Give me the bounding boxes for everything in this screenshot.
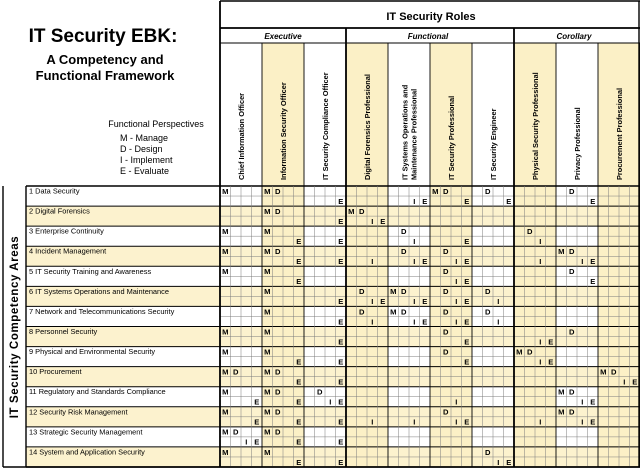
competency-mark: D	[527, 226, 533, 236]
competency-mark: E	[296, 257, 302, 267]
competency-mark: M	[222, 407, 229, 417]
competency-mark: E	[254, 417, 260, 427]
competency-mark: I	[539, 357, 542, 367]
competency-mark: I	[581, 397, 584, 407]
competency-mark: D	[275, 247, 281, 257]
competency-mark: E	[338, 216, 344, 226]
competency-mark: I	[497, 457, 500, 467]
competency-mark: D	[359, 206, 365, 216]
competency-mark: D	[401, 226, 407, 236]
competency-mark: E	[296, 377, 302, 387]
legend-title: Functional Perspectives	[108, 119, 204, 129]
competency-mark: E	[296, 357, 302, 367]
competency-mark: M	[264, 307, 271, 317]
competency-mark: D	[443, 407, 449, 417]
competency-mark: I	[371, 257, 374, 267]
competency-mark: E	[422, 317, 428, 327]
area-label: 11 Regulatory and Standards Compliance	[29, 387, 166, 397]
competency-mark: E	[590, 397, 596, 407]
competency-mark: D	[443, 267, 449, 277]
competency-mark: M	[432, 186, 439, 196]
competency-mark: D	[569, 247, 575, 257]
competency-mark: I	[539, 257, 542, 267]
competency-mark: M	[516, 347, 523, 357]
competency-mark: I	[413, 237, 416, 247]
competency-mark: M	[222, 186, 229, 196]
competency-mark: E	[422, 297, 428, 307]
competency-mark: D	[443, 307, 449, 317]
area-label: 12 Security Risk Management	[29, 407, 128, 417]
competency-mark: M	[558, 387, 565, 397]
competency-mark: D	[485, 307, 491, 317]
competency-mark: M	[264, 267, 271, 277]
competency-mark: D	[233, 367, 239, 377]
competency-mark: E	[380, 216, 386, 226]
competency-mark: M	[558, 407, 565, 417]
competency-mark: M	[264, 367, 271, 377]
competency-mark: D	[569, 186, 575, 196]
competency-mark: E	[338, 397, 344, 407]
group-executive: Executive	[264, 32, 302, 41]
role-label: Procurement Professional	[615, 87, 624, 180]
competency-mark: E	[464, 237, 470, 247]
competency-mark: M	[264, 226, 271, 236]
competency-mark: E	[338, 457, 344, 467]
legend-design: D - Design	[120, 144, 163, 154]
competency-mark: I	[245, 437, 248, 447]
competency-mark: M	[222, 387, 229, 397]
competency-mark: D	[485, 287, 491, 297]
competency-mark: E	[422, 196, 428, 206]
competency-mark: E	[338, 317, 344, 327]
role-label: Privacy Professional	[573, 107, 582, 180]
competency-mark: E	[464, 317, 470, 327]
competency-mark: M	[600, 367, 607, 377]
competency-mark: I	[455, 257, 458, 267]
competency-mark: E	[338, 257, 344, 267]
competency-mark: E	[338, 377, 344, 387]
area-label: 5 IT Security Training and Awareness	[29, 266, 152, 276]
competency-mark: E	[464, 297, 470, 307]
competency-mark: D	[485, 447, 491, 457]
competency-mark: D	[611, 367, 617, 377]
area-label: 9 Physical and Environmental Security	[29, 347, 156, 357]
competency-mark: D	[443, 327, 449, 337]
competency-mark: I	[413, 317, 416, 327]
competency-mark: I	[413, 417, 416, 427]
competency-mark: D	[443, 247, 449, 257]
competency-mark: E	[338, 297, 344, 307]
role-label: IT Security Engineer	[489, 108, 498, 180]
competency-mark: M	[264, 387, 271, 397]
competency-mark: M	[264, 327, 271, 337]
competency-mark: I	[581, 417, 584, 427]
competency-mark: E	[506, 196, 512, 206]
role-label: Chief Information Officer	[237, 92, 246, 180]
competency-mark: E	[296, 437, 302, 447]
competency-mark: E	[296, 457, 302, 467]
competency-mark: I	[413, 257, 416, 267]
competency-mark: I	[371, 297, 374, 307]
role-label: Physical Security Professional	[531, 72, 540, 180]
competency-mark: M	[264, 287, 271, 297]
competency-mark: M	[222, 247, 229, 257]
role-label: IT Security Professional	[447, 95, 456, 180]
competency-mark: D	[443, 347, 449, 357]
competency-mark: I	[455, 417, 458, 427]
competency-mark: E	[548, 357, 554, 367]
competency-mark: E	[254, 397, 260, 407]
competency-mark: D	[569, 387, 575, 397]
competency-mark: E	[632, 377, 638, 387]
competency-mark: D	[275, 407, 281, 417]
competency-mark: I	[329, 397, 332, 407]
area-label: 1 Data Security	[29, 186, 80, 196]
competency-mark: M	[264, 427, 271, 437]
competency-mark: I	[413, 196, 416, 206]
competency-mark: D	[443, 287, 449, 297]
competency-mark: E	[464, 357, 470, 367]
competency-mark: M	[222, 327, 229, 337]
competency-mark: E	[338, 357, 344, 367]
competency-mark: E	[464, 337, 470, 347]
legend-manage: M - Manage	[120, 133, 169, 143]
competency-mark: D	[275, 387, 281, 397]
group-functional: Functional	[407, 32, 449, 41]
competency-mark: M	[558, 247, 565, 257]
competency-mark: M	[264, 407, 271, 417]
competency-mark: I	[455, 397, 458, 407]
competency-mark: D	[275, 427, 281, 437]
role-label: Information Security Officer	[279, 82, 288, 180]
competency-mark: I	[539, 237, 542, 247]
competency-mark: M	[222, 347, 229, 357]
competency-mark: D	[401, 247, 407, 257]
competency-mark: E	[464, 196, 470, 206]
competency-mark: M	[264, 186, 271, 196]
competency-mark: M	[222, 447, 229, 457]
competency-mark: E	[296, 277, 302, 287]
competency-mark: D	[275, 206, 281, 216]
competency-mark: M	[264, 247, 271, 257]
competency-mark: I	[413, 297, 416, 307]
competency-mark: D	[569, 407, 575, 417]
competency-mark: E	[380, 297, 386, 307]
competency-mark: D	[275, 367, 281, 377]
competency-mark: M	[390, 287, 397, 297]
role-label: IT Security Compliance Officer	[321, 72, 330, 180]
competency-mark: D	[359, 307, 365, 317]
competency-mark: M	[348, 206, 355, 216]
competency-mark: E	[422, 257, 428, 267]
page-subtitle-line-2: Functional Framework	[35, 68, 175, 83]
competency-mark: D	[317, 387, 323, 397]
area-label: 2 Digital Forensics	[29, 206, 90, 216]
competency-mark: D	[485, 186, 491, 196]
group-corollary: Corollary	[556, 32, 592, 41]
competency-mark: E	[548, 337, 554, 347]
competency-mark: E	[296, 237, 302, 247]
competency-mark: E	[506, 457, 512, 467]
role-label: IT Systems Operations and	[400, 84, 410, 180]
competency-mark: E	[296, 397, 302, 407]
area-label: 10 Procurement	[29, 367, 82, 377]
competency-areas-label: IT Security Competency Areas	[9, 235, 21, 419]
competency-mark: D	[233, 427, 239, 437]
competency-mark: E	[464, 417, 470, 427]
competency-mark: D	[401, 307, 407, 317]
area-label: 4 Incident Management	[29, 246, 107, 256]
competency-mark: D	[401, 287, 407, 297]
competency-mark: I	[455, 277, 458, 287]
legend-evaluate: E - Evaluate	[120, 166, 170, 176]
competency-mark: D	[569, 327, 575, 337]
competency-mark: E	[338, 196, 344, 206]
role-label: Digital Forensics Professional	[363, 74, 372, 180]
competency-mark: E	[338, 237, 344, 247]
competency-mark: D	[359, 287, 365, 297]
competency-mark: I	[371, 216, 374, 226]
competency-mark: M	[264, 447, 271, 457]
competency-mark: M	[264, 206, 271, 216]
legend-implement: I - Implement	[120, 155, 173, 165]
competency-mark: D	[569, 267, 575, 277]
competency-mark: E	[590, 257, 596, 267]
competency-mark: I	[539, 337, 542, 347]
competency-mark: E	[296, 417, 302, 427]
competency-mark: M	[390, 307, 397, 317]
competency-mark: I	[371, 417, 374, 427]
competency-mark: M	[222, 367, 229, 377]
competency-mark: M	[222, 267, 229, 277]
competency-mark: D	[527, 347, 533, 357]
area-label: 8 Personnel Security	[29, 327, 98, 336]
area-label: 14 System and Application Security	[29, 447, 145, 457]
area-label: 3 Enterprise Continuity	[29, 226, 104, 236]
page-title: IT Security EBK:	[28, 26, 178, 47]
competency-mark: I	[455, 297, 458, 307]
competency-mark: E	[590, 196, 596, 206]
competency-mark: E	[338, 417, 344, 427]
competency-mark: I	[497, 317, 500, 327]
competency-mark: D	[443, 186, 449, 196]
competency-mark: D	[275, 186, 281, 196]
area-label: 13 Strategic Security Management	[29, 427, 143, 437]
competency-mark: I	[497, 297, 500, 307]
competency-mark: I	[623, 377, 626, 387]
area-label: 6 IT Systems Operations and Maintenance	[29, 286, 169, 296]
competency-mark: E	[464, 257, 470, 267]
competency-mark: I	[371, 317, 374, 327]
competency-mark: M	[264, 347, 271, 357]
role-label: Maintenance Professional	[409, 88, 419, 180]
competency-mark: I	[539, 417, 542, 427]
competency-mark: M	[222, 226, 229, 236]
competency-mark: E	[254, 437, 260, 447]
competency-mark: E	[338, 337, 344, 347]
page-subtitle-line-1: A Competency and	[46, 52, 164, 67]
competency-mark: E	[338, 437, 344, 447]
competency-mark: E	[464, 277, 470, 287]
competency-mark: E	[590, 417, 596, 427]
competency-mark: I	[455, 317, 458, 327]
roles-header: IT Security Roles	[386, 11, 476, 23]
competency-mark: M	[222, 427, 229, 437]
competency-mark: E	[590, 277, 596, 287]
area-label: 7 Network and Telecommunications Security	[29, 306, 175, 316]
competency-mark: I	[581, 257, 584, 267]
